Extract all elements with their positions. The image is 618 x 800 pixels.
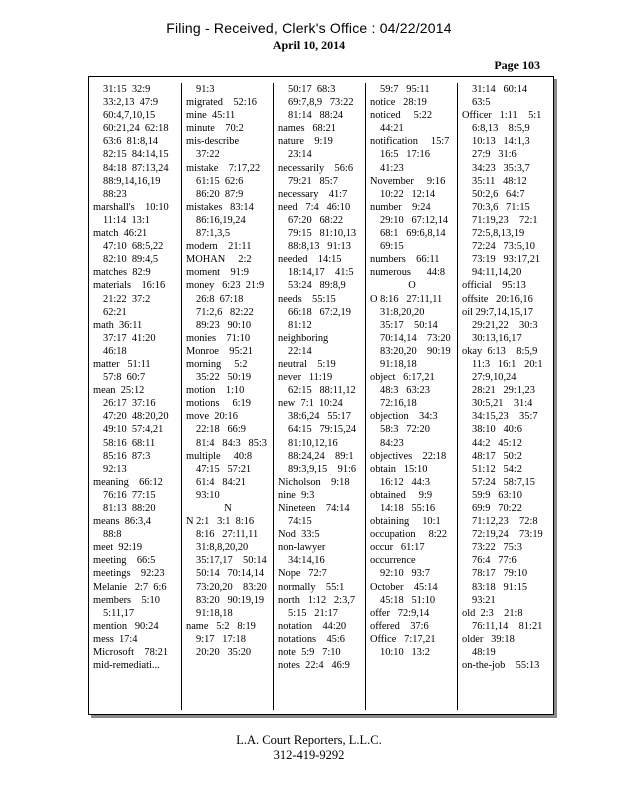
index-entry-line: necessarily 56:6 [278, 162, 354, 174]
index-entry-line: 10:13 14:1,3 [472, 136, 530, 148]
index-entry-line: 93:21 [472, 594, 496, 606]
index-entry-line: obtained 9:9 [370, 489, 433, 501]
index-entry-line: 11:3 16:1 20:1 [472, 358, 543, 370]
index-entry-line: marshall's 10:10 [93, 201, 169, 213]
index-entry-line: 6:8,13 8:5,9 [472, 123, 530, 135]
index-entry-line: motions 6:19 [186, 398, 251, 410]
index-entry-line: offered 37:6 [370, 620, 429, 632]
index-entry-line: 81:4 84:3 85:3 [196, 437, 268, 449]
index-entry-line: 79:21 85:7 [288, 175, 338, 187]
index-entry-line: 86:16,19,24 [196, 214, 246, 226]
index-entry-line: 31:14 60:14 [472, 84, 528, 95]
index-entry-line: 47:20 48:20,20 [103, 411, 169, 423]
index-entry-line: 27:9 31:6 [472, 149, 517, 161]
index-entry-line: notification 15:7 [370, 136, 450, 148]
index-entry-line: 74:15 [288, 516, 312, 528]
index-entry-line: 67:20 68:22 [288, 214, 344, 226]
index-entry-line: 37:17 41:20 [103, 332, 156, 344]
index-entry-line: 88:23 [103, 188, 127, 200]
index-entry-line: 16:5 17:16 [380, 149, 430, 161]
index-entry-line: 29:10 67:12,14 [380, 214, 449, 226]
index-entry-line: 88:8,13 91:13 [288, 241, 351, 253]
index-entry-line: 84:23 [380, 437, 404, 449]
index-entry-line: 8:16 27:11,11 [196, 529, 259, 541]
index-column-2 [181, 83, 274, 710]
index-entry-line: 81:14 88:24 [288, 110, 344, 122]
index-entry-line: obtaining 10:1 [370, 516, 441, 528]
index-entry-line: money 6:23 21:9 [186, 280, 265, 292]
index-entry-line: 87:1,3,5 [196, 228, 231, 240]
index-entry-line: 47:10 68:5,22 [103, 241, 164, 253]
index-entry-line: 41:23 [380, 162, 404, 174]
index-entry-line: notation 44:20 [278, 620, 347, 632]
index-entry-line: 76:16 77:15 [103, 489, 156, 501]
index-entry-line: minute 70:2 [186, 123, 244, 135]
index-entry-line: 70:3,6 71:15 [472, 201, 530, 213]
index-entry-line: 31:15 32:9 [103, 84, 151, 95]
index-entry-line: 30:13,16,17 [472, 332, 522, 344]
index-entry-line: 48:17 50:2 [472, 450, 522, 462]
index-entry-line: 31:8,20,20 [380, 306, 425, 318]
index-entry-line: 86:20 87:9 [196, 188, 244, 200]
index-entry-line: meet 92:19 [93, 542, 143, 554]
index-entry-line: old 2:3 21:8 [462, 607, 523, 619]
index-entry-line: 76:11,14 81:21 [472, 620, 543, 632]
index-entry-line: 50:14 70:14,14 [196, 568, 265, 580]
index-entry-line: N 2:1 3:1 8:16 [186, 516, 255, 528]
index-entry-line: okay 6:13 8:5,9 [462, 345, 538, 357]
index-entry-line: 72:16,18 [380, 398, 417, 410]
index-entry-line: 57:8 60:7 [103, 372, 146, 384]
index-entry-line: 63:6 81:8,14 [103, 136, 159, 148]
court-reporter-phone: 312-419-9292 [273, 748, 345, 762]
index-entry-line: 83:18 91:15 [472, 581, 528, 593]
index-entry-line: nine 9:3 [278, 489, 315, 501]
index-entry-line: 26:8 67:18 [196, 293, 244, 305]
index-entry-line: north 1:12 2:3,7 [278, 594, 356, 606]
index-entry-line: 18:14,17 41:5 [288, 267, 354, 279]
index-entry-line: 91:18,18 [380, 358, 417, 370]
index-entry-line: matter 51:11 [93, 358, 151, 370]
index-entry-line: 72:24 73:5,10 [472, 241, 535, 253]
index-entry-line: 34:15,23 35:7 [472, 411, 538, 423]
index-entry-line: materials 16:16 [93, 280, 166, 292]
index-entry-line: 64:15 79:15,24 [288, 424, 357, 436]
index-entry-line: 38:6,24 55:17 [288, 411, 351, 423]
index-entry-line: 59:7 95:11 [380, 84, 430, 95]
index-entry-line: on-the-job 55:13 [462, 660, 540, 672]
filing-stamp: Filing - Received, Clerk's Office : 04/22/2014 [166, 20, 452, 36]
index-entry-line: 62:15 88:11,12 [288, 385, 356, 397]
index-entry-line: 81:12 [288, 319, 312, 331]
index-entry-line: numerous 44:8 [370, 267, 446, 279]
index-entry-line: 93:10 [196, 489, 220, 501]
index-entry-line: 14:18 55:16 [380, 503, 436, 514]
index-entry-line: names 68:21 [278, 123, 337, 135]
index-entry-line: Monroe 95:21 [186, 345, 253, 357]
index-entry-line: 89:23 90:10 [196, 319, 252, 331]
index-entry-line: 50:17 68:3 [288, 84, 336, 95]
index-entry-line: 28:21 29:1,23 [472, 385, 535, 397]
index-entry-line: 46:18 [103, 345, 127, 357]
index-entry-line: 61:4 84:21 [196, 476, 246, 488]
index-entry-line: MOHAN 2:2 [186, 254, 252, 266]
index-entry-line: 20:20 35:20 [196, 647, 252, 659]
index-entry-line: official 95:13 [462, 280, 526, 292]
index-entry-line: 29:21,22 30:3 [472, 319, 538, 331]
index-entry-line: meaning 66:12 [93, 476, 163, 488]
index-entry-line: mistake 7:17,22 [186, 162, 261, 174]
index-entry-line: 71:2,6 82:22 [196, 306, 254, 318]
index-entry-line: O 8:16 27:11,11 [370, 293, 443, 305]
index-column-5 [457, 83, 554, 710]
index-entry-line: 83:20 90:19,19 [196, 594, 265, 606]
index-entry-line: 31:8,8,20,20 [196, 542, 249, 554]
index-entry-line: 71:12,23 72:8 [472, 516, 538, 528]
index-entry-line: Nicholson 9:18 [278, 476, 350, 488]
index-entry-line: mean 25:12 [93, 385, 145, 397]
index-entry-line: Office 7:17,21 [370, 633, 436, 645]
index-entry-line: mistakes 83:14 [186, 201, 254, 213]
index-column-1 [89, 83, 181, 710]
index-entry-line: 10:22 12:14 [380, 188, 436, 200]
index-entry-line: 35:17 50:14 [380, 319, 438, 331]
index-entry-line: migrated 52:16 [186, 97, 257, 109]
index-column-4 [365, 83, 458, 710]
index-entry-line: 50:2,6 64:7 [472, 188, 525, 200]
index-entry-line: Melanie 2:7 6:6 [93, 581, 167, 593]
index-entry-line: 34:23 35:3,7 [472, 162, 530, 174]
index-entry-line: offer 72:9,14 [370, 607, 430, 619]
index-entry-line: 45:18 51:10 [380, 594, 436, 606]
index-entry-line: modern 21:11 [186, 241, 252, 253]
index-entry-line: 10:10 13:2 [380, 647, 430, 659]
index-entry-line: 89:3,9,15 91:6 [288, 463, 357, 475]
index-entry-line: mess 17:4 [93, 633, 138, 645]
index-entry-line: 63:5 [472, 97, 491, 109]
index-entry-line: 73:19 93:17,21 [472, 254, 541, 266]
index-entry-line: 78:17 79:10 [472, 568, 528, 580]
index-entry-line: 69:15 [380, 241, 404, 253]
index-entry-line: 16:12 44:3 [380, 476, 430, 488]
index-entry-line: 91:3 [196, 84, 215, 95]
index-entry-line: needed 14:15 [278, 254, 342, 266]
index-entry-line: 57:24 58:7,15 [472, 476, 535, 488]
index-entry-line: 11:14 13:1 [103, 214, 150, 226]
index-entry-line: obtain 15:10 [370, 463, 428, 475]
index-entry-line: 30:5,21 31:4 [472, 398, 533, 410]
index-entry-line: moment 91:9 [186, 267, 249, 279]
index-entry-line: 82:15 84:14,15 [103, 149, 169, 161]
index-entry-line: notice 28:19 [370, 97, 427, 109]
index-entry-line: 60:4,7,10,15 [103, 110, 156, 122]
index-entry-line: 49:10 57:4,21 [103, 424, 164, 436]
index-entry-line: 53:24 89:8,9 [288, 280, 346, 292]
index-entry-line: 58:3 72:20 [380, 424, 430, 436]
index-entry-line: meetings 92:23 [93, 568, 165, 580]
index-entry-line: non-lawyer [278, 542, 326, 554]
index-entry-line: October 45:14 [370, 581, 438, 593]
index-entry-line: noticed 5:22 [370, 110, 433, 122]
index-entry-line: 38:10 40:6 [472, 424, 522, 436]
index-entry-line: 62:21 [103, 306, 127, 318]
index-entry-line: 35:17,17 50:14 [196, 555, 267, 567]
court-reporter-name: L.A. Court Reporters, L.L.C. [236, 733, 382, 747]
index-entry-line: needs 55:15 [278, 293, 336, 305]
index-letter-heading: N [224, 503, 232, 514]
index-entry-line: note 5:9 7:10 [278, 647, 341, 659]
index-entry-line: 94:11,14,20 [472, 267, 522, 279]
index-entry-line: older 39:18 [462, 633, 515, 645]
index-entry-line: neutral 5:19 [278, 358, 336, 370]
index-entry-line: motion 1:10 [186, 385, 245, 397]
index-entry-line: new 7:1 10:24 [278, 398, 343, 410]
index-entry-line: 48:19 [472, 647, 496, 659]
index-entry-line: number 9:24 [370, 201, 431, 213]
index-entry-line: never 11:19 [278, 372, 333, 384]
index-entry-line: November 9:16 [370, 175, 446, 187]
index-entry-line: 69:7,8,9 73:22 [288, 97, 354, 109]
page-number: Page 103 [494, 58, 540, 72]
index-entry-line: 22:18 66:9 [196, 424, 246, 436]
index-column-3 [273, 83, 366, 710]
index-entry-line: 73:20,20 83:20 [196, 581, 267, 593]
index-entry-line: match 46:21 [93, 228, 148, 240]
index-entry-line: 72:5,8,13,19 [472, 228, 525, 240]
index-entry-line: Microsoft 78:21 [93, 647, 169, 659]
index-entry-line: neighboring [278, 332, 329, 344]
index-entry-line: 33:2,13 47:9 [103, 97, 159, 109]
index-entry-line: notes 22:4 46:9 [278, 660, 350, 672]
index-entry-line: 83:20,20 90:19 [380, 345, 451, 357]
index-entry-line: members 5:10 [93, 594, 160, 606]
index-entry-line: 21:22 37:2 [103, 293, 151, 305]
footer [0, 733, 618, 763]
index-entry-line: Nineteen 74:14 [278, 503, 350, 514]
index-entry-line: occur 61:17 [370, 542, 425, 554]
index-entry-line: 22:14 [288, 345, 312, 357]
index-entry-line: object 6:17,21 [370, 372, 435, 384]
index-entry-line: multiple 40:8 [186, 450, 253, 462]
index-entry-line: 51:12 54:2 [472, 463, 522, 475]
index-entry-line: 84:18 87:13,24 [103, 162, 169, 174]
index-entry-line: mid-remediati... [93, 660, 160, 672]
index-entry-line: 76:4 77:6 [472, 555, 517, 567]
index-entry-line: 88:8 [103, 529, 122, 541]
index-entry-line: 69:9 70:22 [472, 503, 522, 514]
index-entry-line: nature 9:19 [278, 136, 333, 148]
index-entry-line: 88:9,14,16,19 [103, 175, 161, 187]
index-entry-line: 60:21,24 62:18 [103, 123, 169, 135]
index-entry-line: necessary 41:7 [278, 188, 348, 200]
index-entry-line: Officer 1:11 5:1 [462, 110, 542, 122]
index-entry-line: occupation 8:22 [370, 529, 448, 541]
index-entry-line: name 5:2 8:19 [186, 620, 256, 632]
index-entry-line: normally 55:1 [278, 581, 345, 593]
index-entry-line: 70:14,14 73:20 [380, 332, 451, 344]
index-entry-line: objectives 22:18 [370, 450, 447, 462]
index-entry-line: 85:16 87:3 [103, 450, 151, 462]
index-entry-line: offsite 20:16,16 [462, 293, 533, 305]
index-entry-line: 81:10,12,16 [288, 437, 338, 449]
index-entry-line: need 7:4 46:10 [278, 201, 351, 213]
index-entry-line: mine 45:11 [186, 110, 236, 122]
index-entry-line: 26:17 37:16 [103, 398, 156, 410]
index-entry-line: 66:18 67:2,19 [288, 306, 351, 318]
index-entry-line: 92:10 93:7 [380, 568, 430, 580]
index-entry-line: 44:21 [380, 123, 404, 135]
index-entry-line: 44:2 45:12 [472, 437, 522, 449]
index-entry-line: 72:19,24 73:19 [472, 529, 543, 541]
index-entry-line: means 86:3,4 [93, 516, 152, 528]
index-entry-line: meeting 66:5 [93, 555, 156, 567]
index-entry-line: 5:15 21:17 [288, 607, 338, 619]
index-entry-line: 68:1 69:6,8,14 [380, 228, 446, 240]
index-entry-line: 71:19,23 72:1 [472, 214, 538, 226]
index-entry-line: 37:22 [196, 149, 220, 161]
index-entry-line: 58:16 68:11 [103, 437, 156, 449]
index-letter-heading: O [408, 280, 416, 292]
index-entry-line: 35:22 50:19 [196, 372, 252, 384]
index-entry-line: 81:13 88:20 [103, 503, 156, 514]
index-entry-line: 23:14 [288, 149, 312, 161]
index-entry-line: Nod 33:5 [278, 529, 320, 541]
index-entry-line: 92:13 [103, 463, 127, 475]
index-entry-line: notations 45:6 [278, 633, 345, 645]
index-entry-line: objection 34:3 [370, 411, 438, 423]
index-entry-line: 35:11 48:12 [472, 175, 527, 187]
index-entry-line: oil 29:7,14,15,17 [462, 306, 534, 318]
index-entry-line: 5:11,17 [103, 607, 135, 619]
index-entry-line: 27:9,10,24 [472, 372, 517, 384]
index-entry-line: math 36:11 [93, 319, 143, 331]
index-entry-line: 73:22 75:3 [472, 542, 522, 554]
index-entry-line: 48:3 63:23 [380, 385, 430, 397]
index-entry-line: matches 82:9 [93, 267, 151, 279]
index-entry-line: numbers 66:11 [370, 254, 440, 266]
index-entry-line: mention 90:24 [93, 620, 159, 632]
index-entry-line: 79:15 81:10,13 [288, 228, 357, 240]
index-entry-line: 34:14,16 [288, 555, 325, 567]
index-entry-line: 91:18,18 [196, 607, 233, 619]
index-entry-line: morning 5:2 [186, 358, 248, 370]
document-date: April 10, 2014 [272, 38, 346, 52]
word-index-box [88, 76, 554, 715]
index-entry-line: monies 71:10 [186, 332, 251, 344]
index-entry-line: 47:15 57:21 [196, 463, 252, 475]
index-entry-line: 82:10 89:4,5 [103, 254, 159, 266]
index-entry-line: mis-describe [186, 136, 240, 148]
index-entry-line: move 20:16 [186, 411, 238, 423]
index-entry-line: 61:15 62:6 [196, 175, 244, 187]
index-entry-line: 59:9 63:10 [472, 489, 522, 501]
index-entry-line: 88:24,24 89:1 [288, 450, 354, 462]
index-entry-line: 9:17 17:18 [196, 633, 246, 645]
index-entry-line: Nope 72:7 [278, 568, 327, 580]
index-entry-line: occurrence [370, 555, 416, 567]
